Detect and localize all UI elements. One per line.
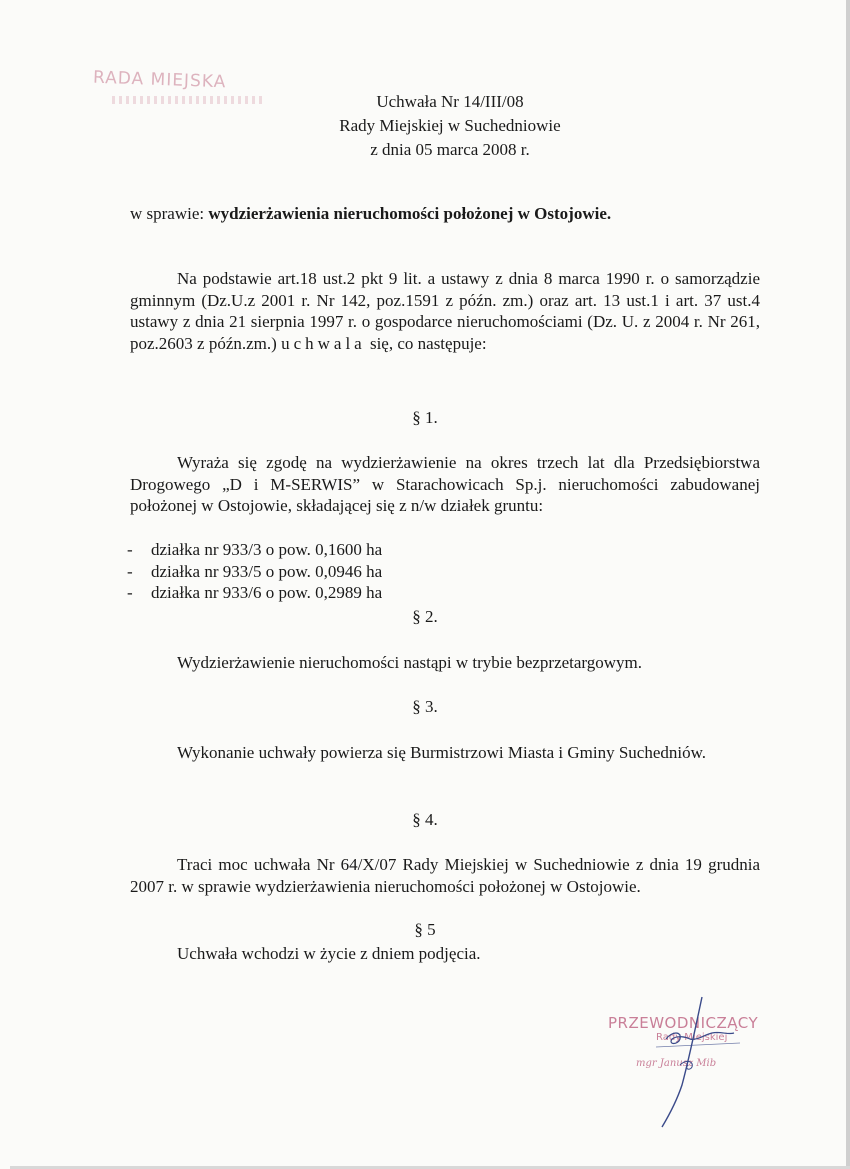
resolution-council: Rady Miejskiej w Suchedniowie <box>339 116 561 135</box>
section-1-text: Wyraża się zgodę na wydzierżawienie na okres trzech lat dla Przedsiębiorstwa Drogowego „D i M-SERWIS” w Starachowicach Sp.j. nieruchomości zabudowanej położonej w Ostojowie, składającej się z n/w działek gruntu: <box>130 453 760 515</box>
subject-prefix: w sprawie: <box>130 204 205 223</box>
resolution-subject <box>130 204 611 224</box>
section-5-text: Uchwała wchodzi w życie z dniem podjęcia. <box>177 944 481 963</box>
list-item <box>127 539 382 561</box>
handwritten-signature <box>620 995 760 1130</box>
resolution-number: Uchwała Nr 14/III/08 <box>376 92 524 111</box>
subject-title: wydzierżawienia nieruchomości położonej w Ostojowie. <box>208 204 612 223</box>
legal-basis-end: się, co następuje: <box>369 333 487 353</box>
section-3-text: Wykonanie uchwały powierza się Burmistrzowi Miasta i Gminy Suchedniów. <box>177 743 707 762</box>
parcel-text: działka nr 933/3 o pow. 0,1600 ha <box>151 540 383 559</box>
chairman-stamp-body: Rady Miejskiej <box>656 1032 728 1043</box>
section-2-heading: § 2. <box>412 607 438 626</box>
section-3-heading: § 3. <box>412 697 438 716</box>
section-5-heading: § 5 <box>414 920 436 939</box>
resolution-date: z dnia 05 marca 2008 r. <box>370 140 530 159</box>
legal-basis-spaced: uchwala <box>281 333 366 353</box>
section-4-text: Traci moc uchwała Nr 64/X/07 Rady Miejskiej w Suchedniowie z dnia 19 grudnia 2007 r. w sprawie wydzierżawienia nieruchomości położonej w Ostojowie. <box>130 855 760 896</box>
stamp-faint-line <box>112 96 262 104</box>
parcel-list <box>127 539 382 604</box>
legal-basis-text: Na podstawie art.18 ust.2 pkt 9 lit. a ustawy z dnia 8 marca 1990 r. o samorządzie gminnym (Dz.U.z 2001 r. Nr 142, poz.1591 z późn. zm.) oraz art. 13 ust.1 i art. 37 ust.4 ustawy z dnia 21 sierpnia 1997 r. o gospodarce nieruchomościami (Dz. U. z 2004 r. Nr 261, poz.2603 z późn.zm.) <box>130 269 760 353</box>
list-item <box>127 582 382 604</box>
chairman-stamp-title: PRZEWODNICZĄCY <box>608 1014 759 1032</box>
parcel-text: działka nr 933/5 o pow. 0,0946 ha <box>151 561 383 581</box>
list-item <box>127 561 382 583</box>
scan-edge <box>846 0 850 1169</box>
list-dash: - <box>127 561 133 581</box>
list-dash: - <box>127 583 133 602</box>
section-1-heading: § 1. <box>412 408 438 427</box>
rada-miejska-stamp: RADA MIEJSKA <box>92 67 227 93</box>
chairman-stamp-name: mgr Janusz Mib <box>636 1058 717 1069</box>
list-dash: - <box>127 540 133 559</box>
section-2-text: Wydzierżawienie nieruchomości nastąpi w trybie bezprzetargowym. <box>177 653 643 672</box>
legal-basis-paragraph <box>130 268 760 354</box>
parcel-text: działka nr 933/6 o pow. 0,2989 ha <box>151 583 383 602</box>
resolution-header <box>250 90 650 162</box>
section-4-heading: § 4. <box>412 810 438 829</box>
